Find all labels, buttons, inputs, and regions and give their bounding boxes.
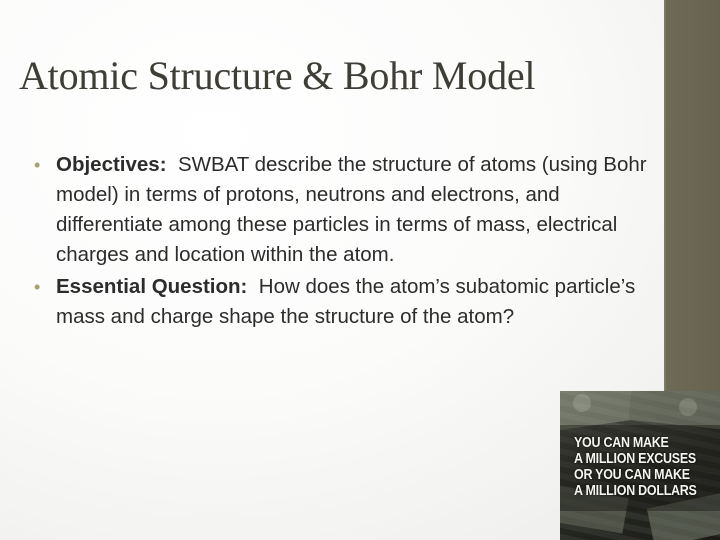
motivational-poster-image xyxy=(560,391,720,540)
poster-line: A MILLION DOLLARS xyxy=(574,483,697,499)
poster-line: A MILLION EXCUSES xyxy=(574,451,696,467)
bullet-list xyxy=(0,150,660,334)
slide-title: Atomic Structure & Bohr Model xyxy=(19,53,536,98)
bullet-text: SWBAT describe the structure of atoms (using Bohr model) in terms of protons, neutrons and electrons, and differentiate among these particles in terms of mass, electrical charges and location within the atom. xyxy=(56,153,647,266)
bullet-text: How does the atom’s subatomic particle’s mass and charge shape the structure of the atom? xyxy=(56,275,636,328)
bullet-item-objectives xyxy=(0,150,660,270)
poster-line: YOU CAN MAKE xyxy=(574,435,669,451)
bullet-label: Objectives: xyxy=(56,153,167,176)
bullet-dot-icon: • xyxy=(34,155,41,175)
poster-caption xyxy=(574,435,697,499)
bullet-dot-icon: • xyxy=(34,277,41,297)
bullet-item-essential-question xyxy=(0,272,660,332)
poster-line: OR YOU CAN MAKE xyxy=(574,467,690,483)
bullet-label: Essential Question: xyxy=(56,275,248,298)
